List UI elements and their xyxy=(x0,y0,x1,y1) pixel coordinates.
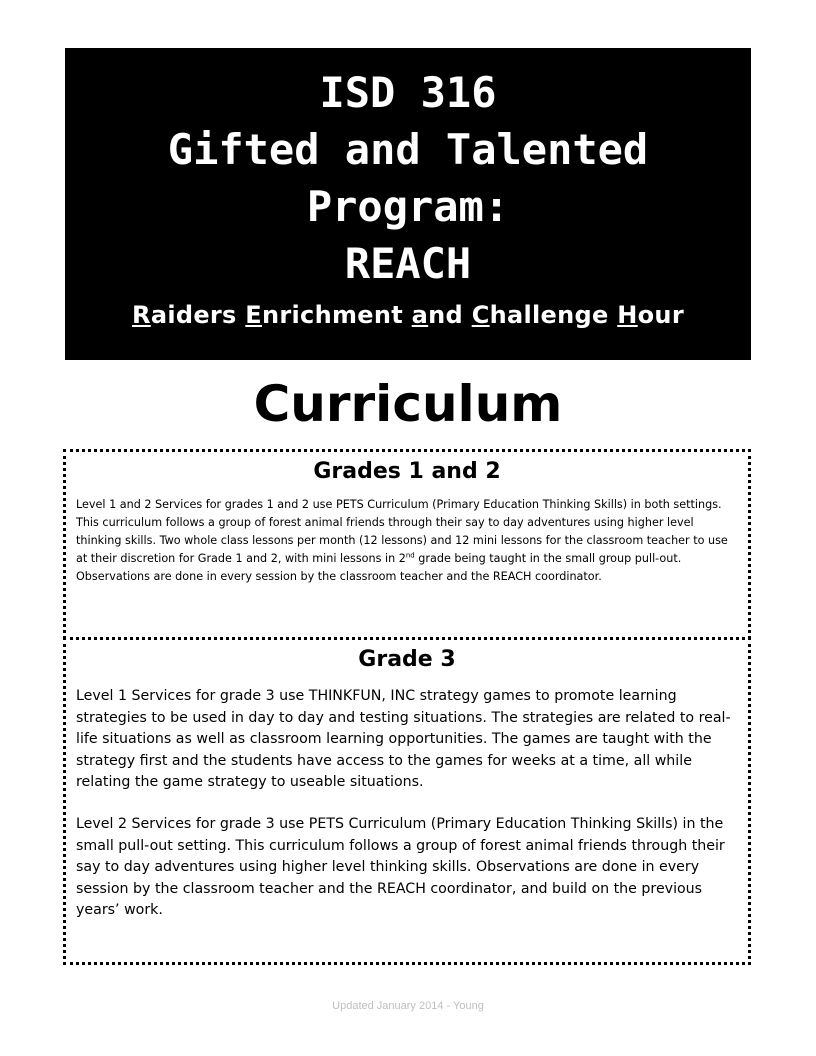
level-1-paragraph: Level 1 Services for grade 3 use THINKFUN, INC strategy games to promote learning strategies to be used in day to day and testing situations. The strategies are related to real-life situations as well as classroom learning opportunities. The games are taught with the strategy first and the students have access to the games for weeks at a time, all while relating the game strategy to useable situations. xyxy=(76,688,731,791)
level-2-paragraph: Level 2 Services for grade 3 use PETS Curriculum (Primary Education Thinking Skills) in the small pull-out setting. This curriculum follows a group of forest animal friends through their say to day adventures using higher level thinking skills. Observations are done in every session by the classroom teacher and the REACH coordinator, and build on the previous years’ work. xyxy=(76,815,725,919)
header-program-label: Program: xyxy=(306,182,510,231)
acronym-letter-h: H xyxy=(617,301,638,329)
header-reach: REACH xyxy=(344,239,472,288)
footer-updated-note: Updated January 2014 - Young xyxy=(332,1000,484,1012)
acronym-word-hour: our xyxy=(637,301,684,329)
header-banner xyxy=(65,48,751,360)
page-title: Curriculum xyxy=(253,375,563,433)
section-paragraph xyxy=(76,496,738,586)
acronym-word-enrichment: nrichment xyxy=(262,301,404,329)
paragraph-text: Level 1 and 2 Services for grades 1 and 2 use PETS Curriculum (Primary Education Thinking Skills) in both settings. This curriculum follows a group of forest animal friends through their say to day adventures using higher level thinking skills. Two whole class lessons per month (12 lessons) and 12 mini lessons for the classroom teacher to use at their discretion for Grade 1 and 2, with mini lessons in 2 xyxy=(76,498,728,565)
acronym-letter-a: a xyxy=(411,301,429,329)
ordinal-superscript: nd xyxy=(405,551,415,560)
acronym-word-and: nd xyxy=(428,301,464,329)
section-heading: Grades 1 and 2 xyxy=(313,459,501,484)
section-grade-3 xyxy=(63,637,751,965)
acronym-letter-c: C xyxy=(471,301,490,329)
header-district: ISD 316 xyxy=(319,68,497,117)
acronym-word-raiders: aiders xyxy=(150,301,237,329)
header-acronym-expansion xyxy=(65,298,751,332)
paragraph-text-continued: grade being taught in the small group pull-out. Observations are done in every session by the classroom teacher and the REACH coordinator. xyxy=(76,552,682,583)
section-heading: Grade 3 xyxy=(358,647,456,672)
acronym-letter-e: E xyxy=(245,301,262,329)
acronym-letter-r: R xyxy=(132,301,151,329)
section-grades-1-2 xyxy=(63,449,751,639)
paragraph-spacer xyxy=(76,794,738,814)
header-program-name: Gifted and Talented xyxy=(167,125,649,174)
acronym-word-challenge: hallenge xyxy=(489,301,609,329)
